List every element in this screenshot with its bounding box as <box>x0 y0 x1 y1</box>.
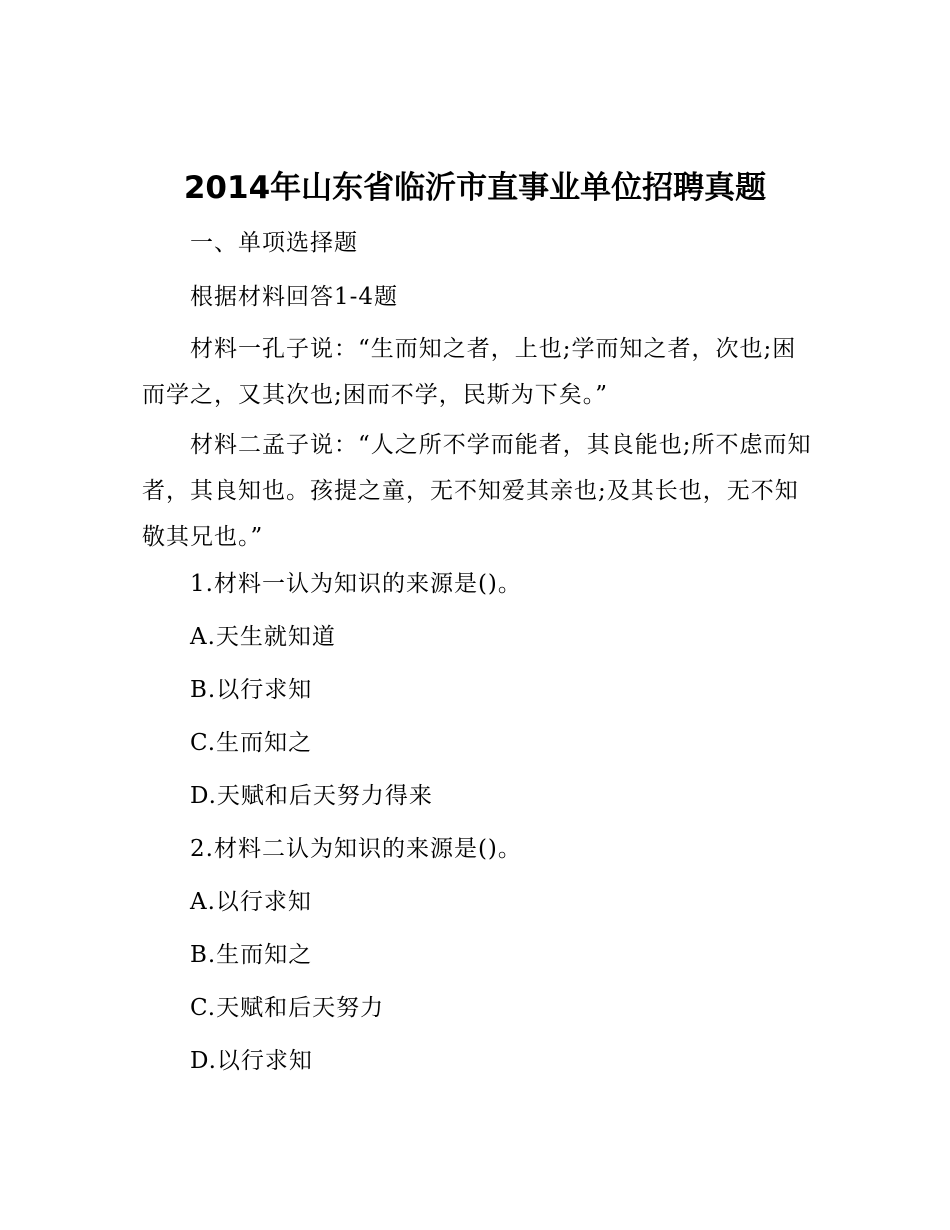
document-title: 2014年山东省临沂市直事业单位招聘真题 <box>183 170 767 206</box>
question-2-option-c: C.天赋和后天努力 <box>190 995 385 1021</box>
material-2-paragraph <box>142 422 814 560</box>
question-1-option-b: B.以行求知 <box>190 677 313 703</box>
material-2-text: 材料二孟子说：“人之所不学而能者，其良能也;所不虑而知者，其良知也。孩提之童，无不知爱其亲也;及其长也，无不知敬其兄也。” <box>142 432 812 550</box>
question-2-option-d: D.以行求知 <box>190 1048 313 1074</box>
question-1-stem: 1.材料一认为知识的来源是()。 <box>190 571 522 597</box>
section-heading: 一、单项选择题 <box>190 230 358 256</box>
material-1-paragraph <box>142 326 814 418</box>
question-1-option-a: A.天生就知道 <box>190 624 336 650</box>
question-2-stem: 2.材料二认为知识的来源是()。 <box>190 836 522 862</box>
question-2-option-b: B.生而知之 <box>190 942 313 968</box>
material-1-text: 材料一孔子说：“生而知之者，上也;学而知之者，次也;困而学之，又其次也;困而不学，民斯为下矣。” <box>142 336 797 408</box>
question-2-option-a: A.以行求知 <box>190 889 312 915</box>
question-1-option-d: D.天赋和后天努力得来 <box>190 783 433 809</box>
instruction-text: 根据材料回答1-4题 <box>190 284 399 310</box>
question-1-option-c: C.生而知之 <box>190 730 313 756</box>
